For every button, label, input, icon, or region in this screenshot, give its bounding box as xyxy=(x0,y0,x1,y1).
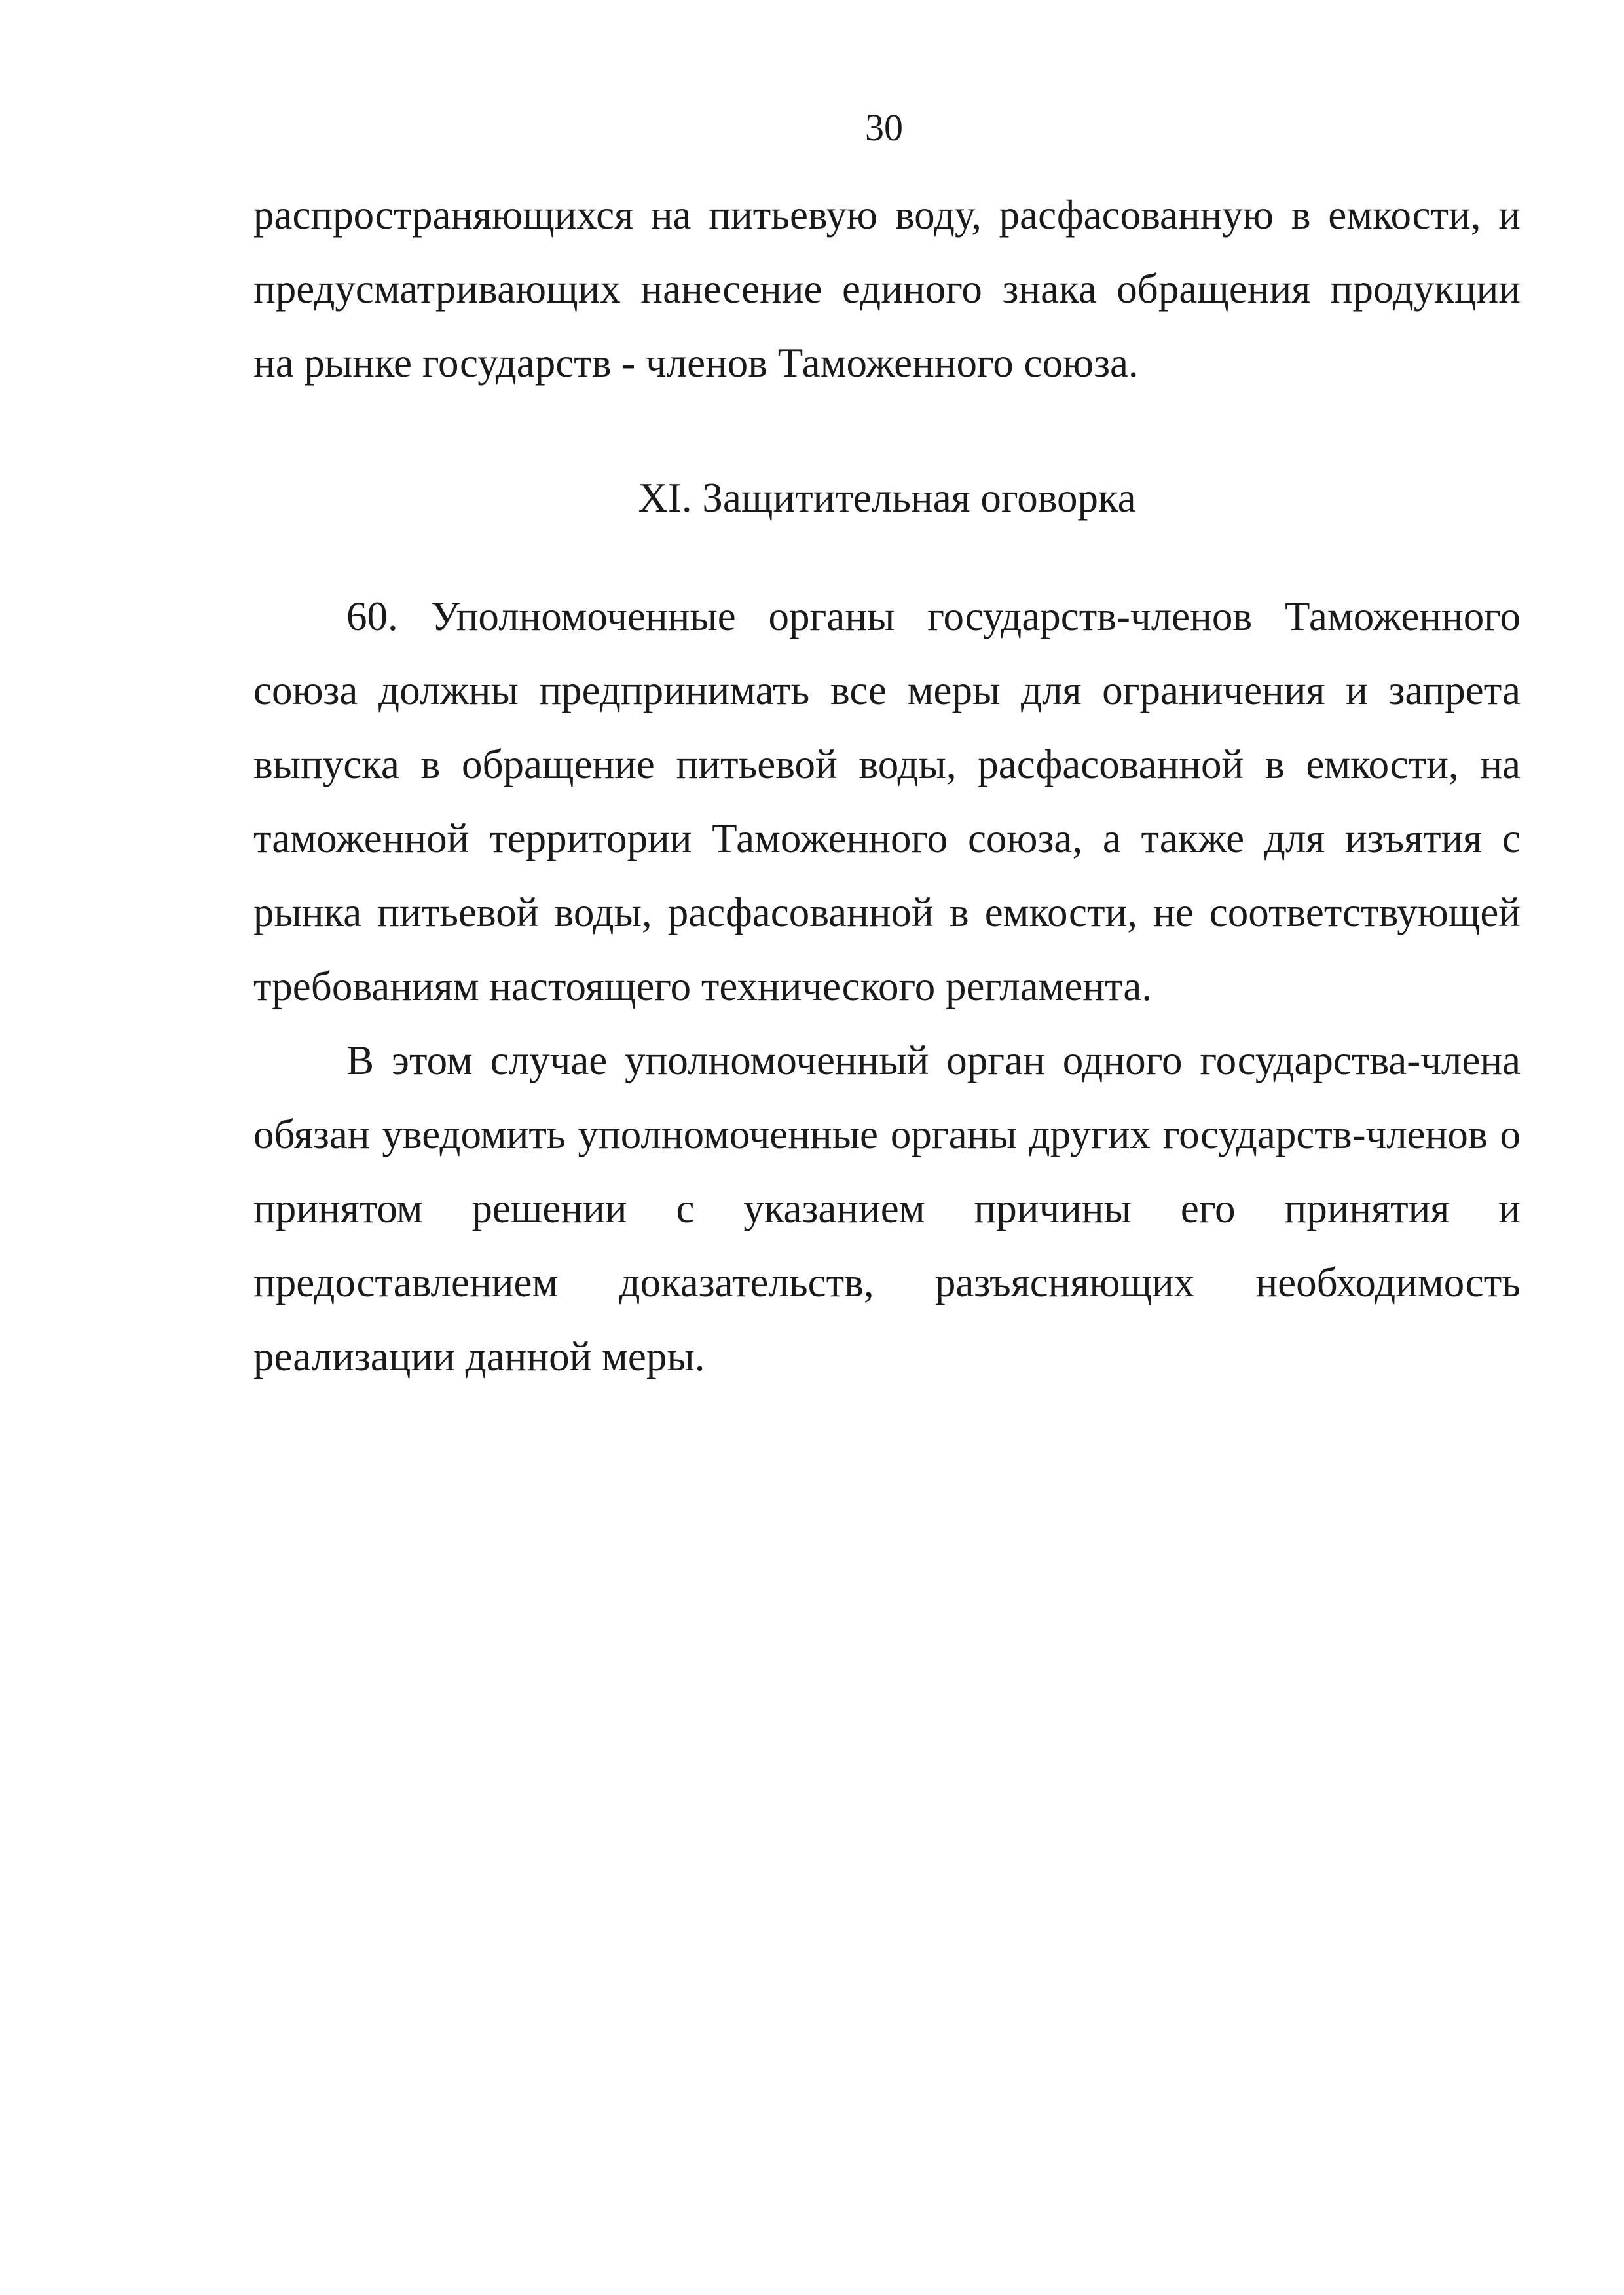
paragraph-notification: В этом случае уполномоченный орган одного государства-члена обязан уведомить уполномоченные органы других государств-членов о принятом решении с указанием причины его принятия и предоставлением доказательств, разъясняющих необходимость реализации данной меры. xyxy=(253,1037,1521,1379)
intro-paragraph-block xyxy=(253,178,1521,400)
section-heading: XI. Защитительная оговорка xyxy=(638,475,1136,521)
intro-paragraph: распространяющихся на питьевую воду, расфасованную в емкости, и предусматривающих нанесение единого знака обращения продукции на рынке государств - членов Таможенного союза. xyxy=(253,192,1521,386)
page-number: 30 xyxy=(865,106,903,149)
section-body xyxy=(253,580,1521,1394)
paragraph-60: 60. Уполномоченные органы государств-членов Таможенного союза должны предпринимать все меры для ограничения и запрета выпуска в обращение питьевой воды, расфасованной в емкости, на таможенной территории Таможенного союза, а также для изъятия с рынка питьевой воды, расфасованной в емкости, не соответствующей требованиям настоящего технического регламента. xyxy=(253,593,1521,1009)
